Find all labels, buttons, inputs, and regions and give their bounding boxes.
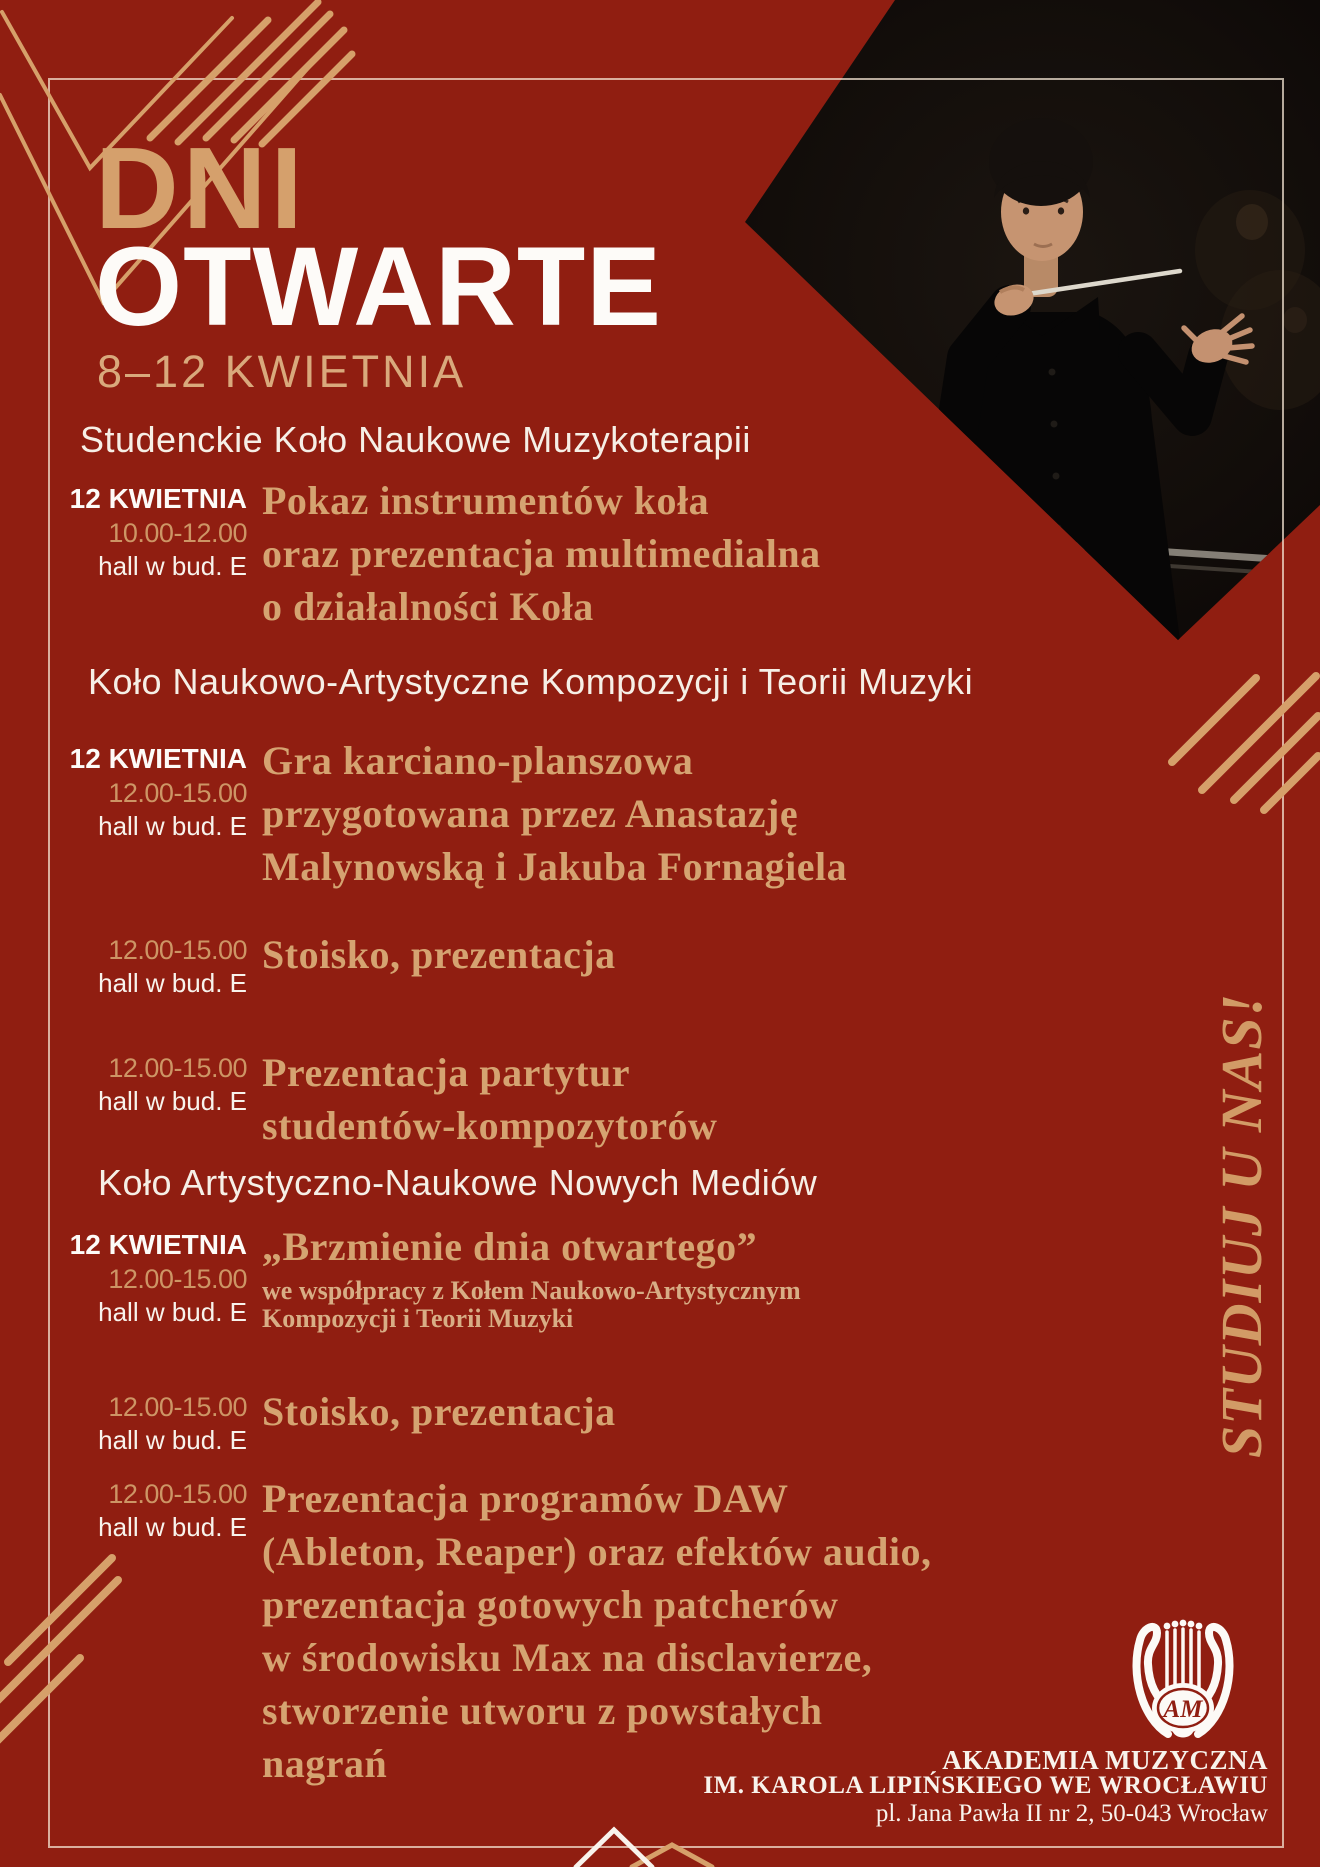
- poster-title-line1: DNI: [95, 123, 307, 253]
- event-body: [262, 928, 1042, 981]
- event-date: 12 KWIETNIA: [69, 743, 247, 774]
- poster-title-line2: OTWARTE: [95, 224, 662, 349]
- footer-academy-name: AKADEMIA MUZYCZNA: [942, 1745, 1268, 1775]
- academy-lyre-logo: [1128, 1612, 1238, 1744]
- event-body: [262, 1385, 1042, 1438]
- vertical-slogan: STUDIUJ U NAS!: [1209, 992, 1274, 1458]
- event-title: Stoisko, prezentacja: [262, 932, 616, 977]
- event-title: „Brzmienie dnia otwartego”: [262, 1224, 758, 1269]
- event-meta: [0, 934, 247, 1000]
- event-subtitle: we współpracy z Kołem Naukowo-Artystycznym Kompozycji i Teorii Muzyki: [262, 1276, 801, 1333]
- event-meta: [0, 1478, 247, 1544]
- event-title: Stoisko, prezentacja: [262, 1389, 616, 1434]
- poster-date-range: 8–12 KWIETNIA: [97, 346, 467, 397]
- footer-academy-patron: IM. KAROLA LIPIŃSKIEGO WE WROCŁAWIU: [703, 1772, 1268, 1799]
- footer-address: pl. Jana Pawła II nr 2, 50-043 Wrocław: [875, 1800, 1268, 1827]
- event-meta: [0, 480, 247, 583]
- event-time: 10.00-12.00: [108, 518, 247, 548]
- event-location: hall w bud. E: [98, 968, 247, 998]
- event-time: 12.00-15.00: [108, 1053, 247, 1083]
- event-location: hall w bud. E: [98, 551, 247, 581]
- event-meta: [0, 1226, 247, 1329]
- event-location: hall w bud. E: [98, 1425, 247, 1455]
- event-body: [262, 474, 1042, 633]
- section-heading: Studenckie Koło Naukowe Muzykoterapii: [80, 419, 751, 460]
- event-date: 12 KWIETNIA: [69, 483, 247, 514]
- event-title: Prezentacja partytur studentów-kompozytorów: [262, 1050, 718, 1148]
- lyre-monogram: AM: [1163, 1696, 1203, 1723]
- event-location: hall w bud. E: [98, 1297, 247, 1327]
- event-meta: [0, 1391, 247, 1457]
- event-body: [262, 1220, 1042, 1333]
- event-body: [262, 1472, 1042, 1790]
- event-title: Gra karciano-planszowa przygotowana przez Anastazję Malynowską i Jakuba Fornagiela: [262, 738, 848, 889]
- event-body: [262, 1046, 1042, 1152]
- event-location: hall w bud. E: [98, 1512, 247, 1542]
- event-time: 12.00-15.00: [108, 935, 247, 965]
- section-heading: Koło Naukowo-Artystyczne Kompozycji i Teorii Muzyki: [88, 661, 974, 702]
- event-location: hall w bud. E: [98, 811, 247, 841]
- event-meta: [0, 740, 247, 843]
- event-location: hall w bud. E: [98, 1086, 247, 1116]
- event-title: Pokaz instrumentów koła oraz prezentacja multimedialna o działalności Koła: [262, 478, 821, 629]
- event-time: 12.00-15.00: [108, 1479, 247, 1509]
- event-body: [262, 734, 1042, 893]
- event-time: 12.00-15.00: [108, 1264, 247, 1294]
- event-title: Prezentacja programów DAW (Ableton, Reaper) oraz efektów audio, prezentacja gotowych patcherów w środowisku Max na disclavierze, stworzenie utworu z powstałych nagrań: [262, 1476, 932, 1786]
- event-meta: [0, 1052, 247, 1118]
- event-date: 12 KWIETNIA: [69, 1229, 247, 1260]
- event-time: 12.00-15.00: [108, 1392, 247, 1422]
- section-heading: Koło Artystyczno-Naukowe Nowych Mediów: [98, 1162, 818, 1203]
- event-time: 12.00-15.00: [108, 778, 247, 808]
